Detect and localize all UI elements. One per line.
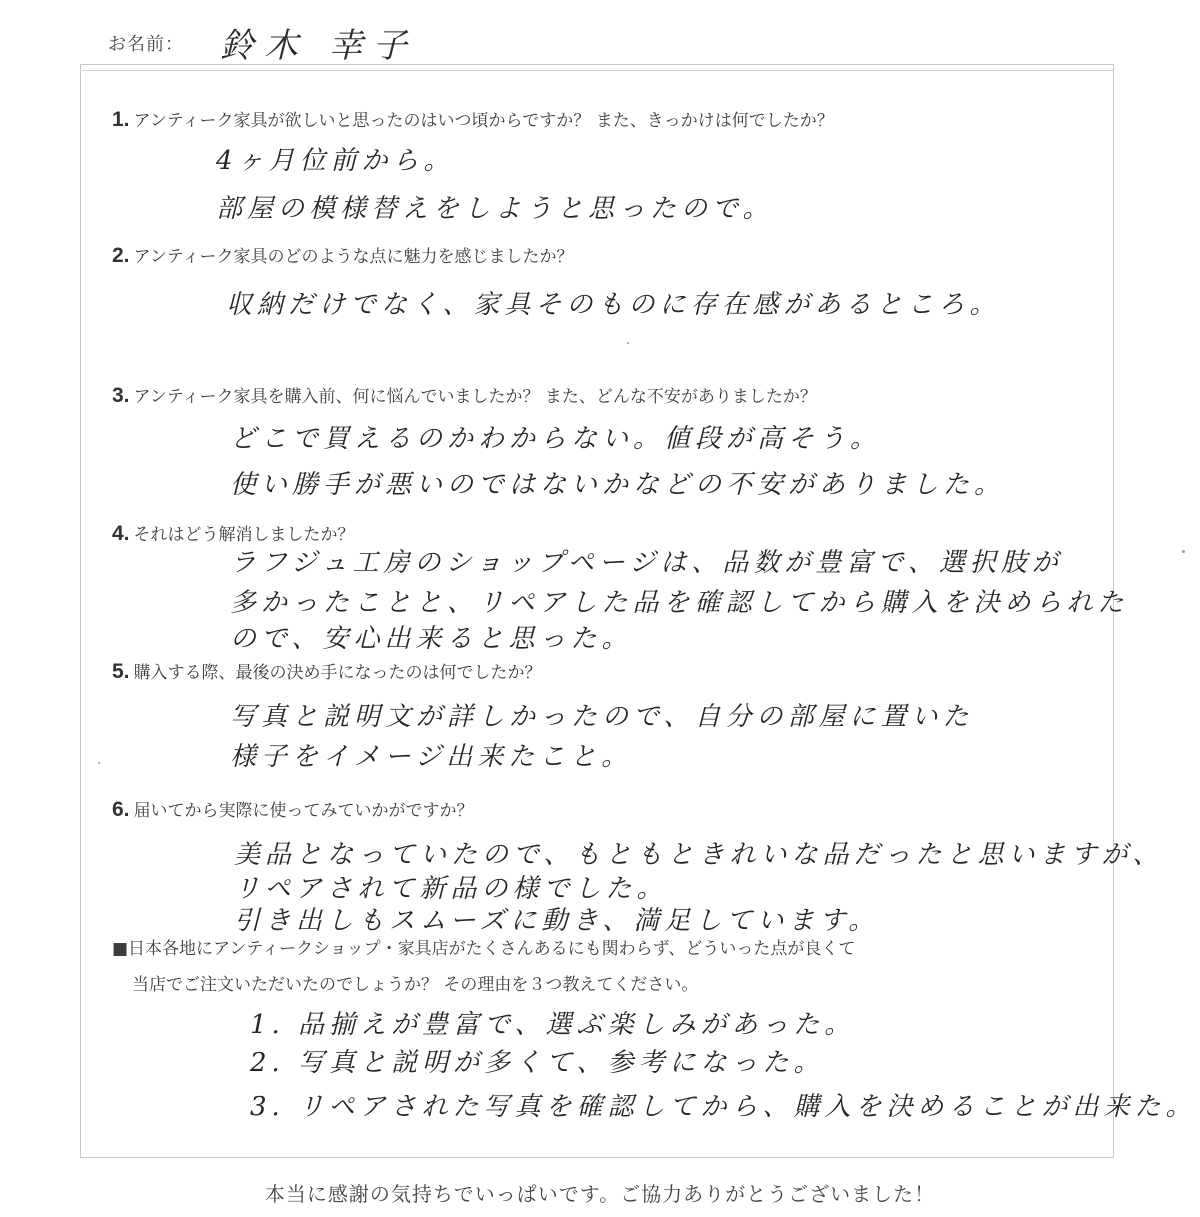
question-number: 3. [112,384,130,407]
name-label: お名前： [108,34,184,55]
thank-you-footer: 本当に感謝の気持ちでいっぱいです。ご協力ありがとうございました！ [264,1182,936,1206]
answer-1-line-1: 4ヶ月位前から。 [216,146,455,176]
question-text: それはどう解消しましたか？ [133,525,355,545]
bonus-answer-1: 1. 品揃えが豊富で、選ぶ楽しみがあった。 [250,1010,856,1040]
answer-4-line-2: 多かったことと、リペアした品を確認してから購入を決められた [230,588,1129,618]
answer-4-line-1: ラフジュ工房のショップページは、品数が豊富で、選択肢が [230,548,1063,578]
name-handwritten: 鈴木 幸子 [220,26,417,66]
scan-speck [627,342,629,344]
question-5 [112,658,542,684]
question-1 [112,106,834,132]
name-row [108,14,1108,64]
question-text: 届いてから実際に使ってみていかがですか？ [133,801,474,821]
bonus-question-line-2: 当店でご注文いただいたのでしょうか？ その理由を３つ教えてください。 [132,975,699,995]
question-text: 購入する際、最後の決め手になったのは何でしたか？ [133,663,542,683]
answer-6-line-2: リペアされて新品の様でした。 [234,874,668,904]
question-6 [112,796,474,822]
question-number: 4. [112,522,130,545]
question-number: 5. [112,660,130,683]
question-number: 6. [112,798,130,821]
answer-1-line-2: 部屋の模様替えをしようと思ったので。 [216,194,774,224]
answer-6-line-3: 引き出しもスムーズに動き、満足しています。 [234,906,880,936]
question-2 [112,242,573,268]
bonus-answer-3: 3. リペアされた写真を確認してから、購入を決めることが出来た。 [250,1092,1197,1122]
question-text: アンティーク家具のどのような点に魅力を感じましたか？ [133,247,574,267]
answer-5-line-1: 写真と説明文が詳しかったので、自分の部屋に置いた [230,702,974,732]
answer-4-line-3: ので、安心出来ると思った。 [230,624,633,654]
answer-2-line-1: 収納だけでなく、家具そのものに存在感があるところ。 [226,290,1001,320]
bonus-question-line-1: ■日本各地にアンティークショップ・家具店がたくさんあるにも関わらず、どういった点が良くて [112,939,856,959]
question-text: アンティーク家具が欲しいと思ったのはいつ頃からですか？ また、きっかけは何でしたか？ [133,111,834,131]
bonus-answer-2: 2. 写真と説明が多くて、参考になった。 [250,1048,825,1078]
scan-speck [98,762,100,764]
scan-speck [1182,550,1185,553]
answer-3-line-2: 使い勝手が悪いのではないかなどの不安がありました。 [230,470,1006,500]
answer-5-line-2: 様子をイメージ出来たこと。 [230,742,633,772]
answer-6-line-1: 美品となっていたので、もともときれいな品だったと思いますが、 [234,840,1164,870]
question-3 [112,382,817,408]
question-text: アンティーク家具を購入前、何に悩んでいましたか？ また、どんな不安がありましたか？ [133,387,817,407]
question-number: 2. [112,244,130,267]
answer-3-line-1: どこで買えるのかわからない。値段が高そう。 [230,424,882,454]
frame-divider [80,70,1114,71]
question-number: 1. [112,108,130,131]
